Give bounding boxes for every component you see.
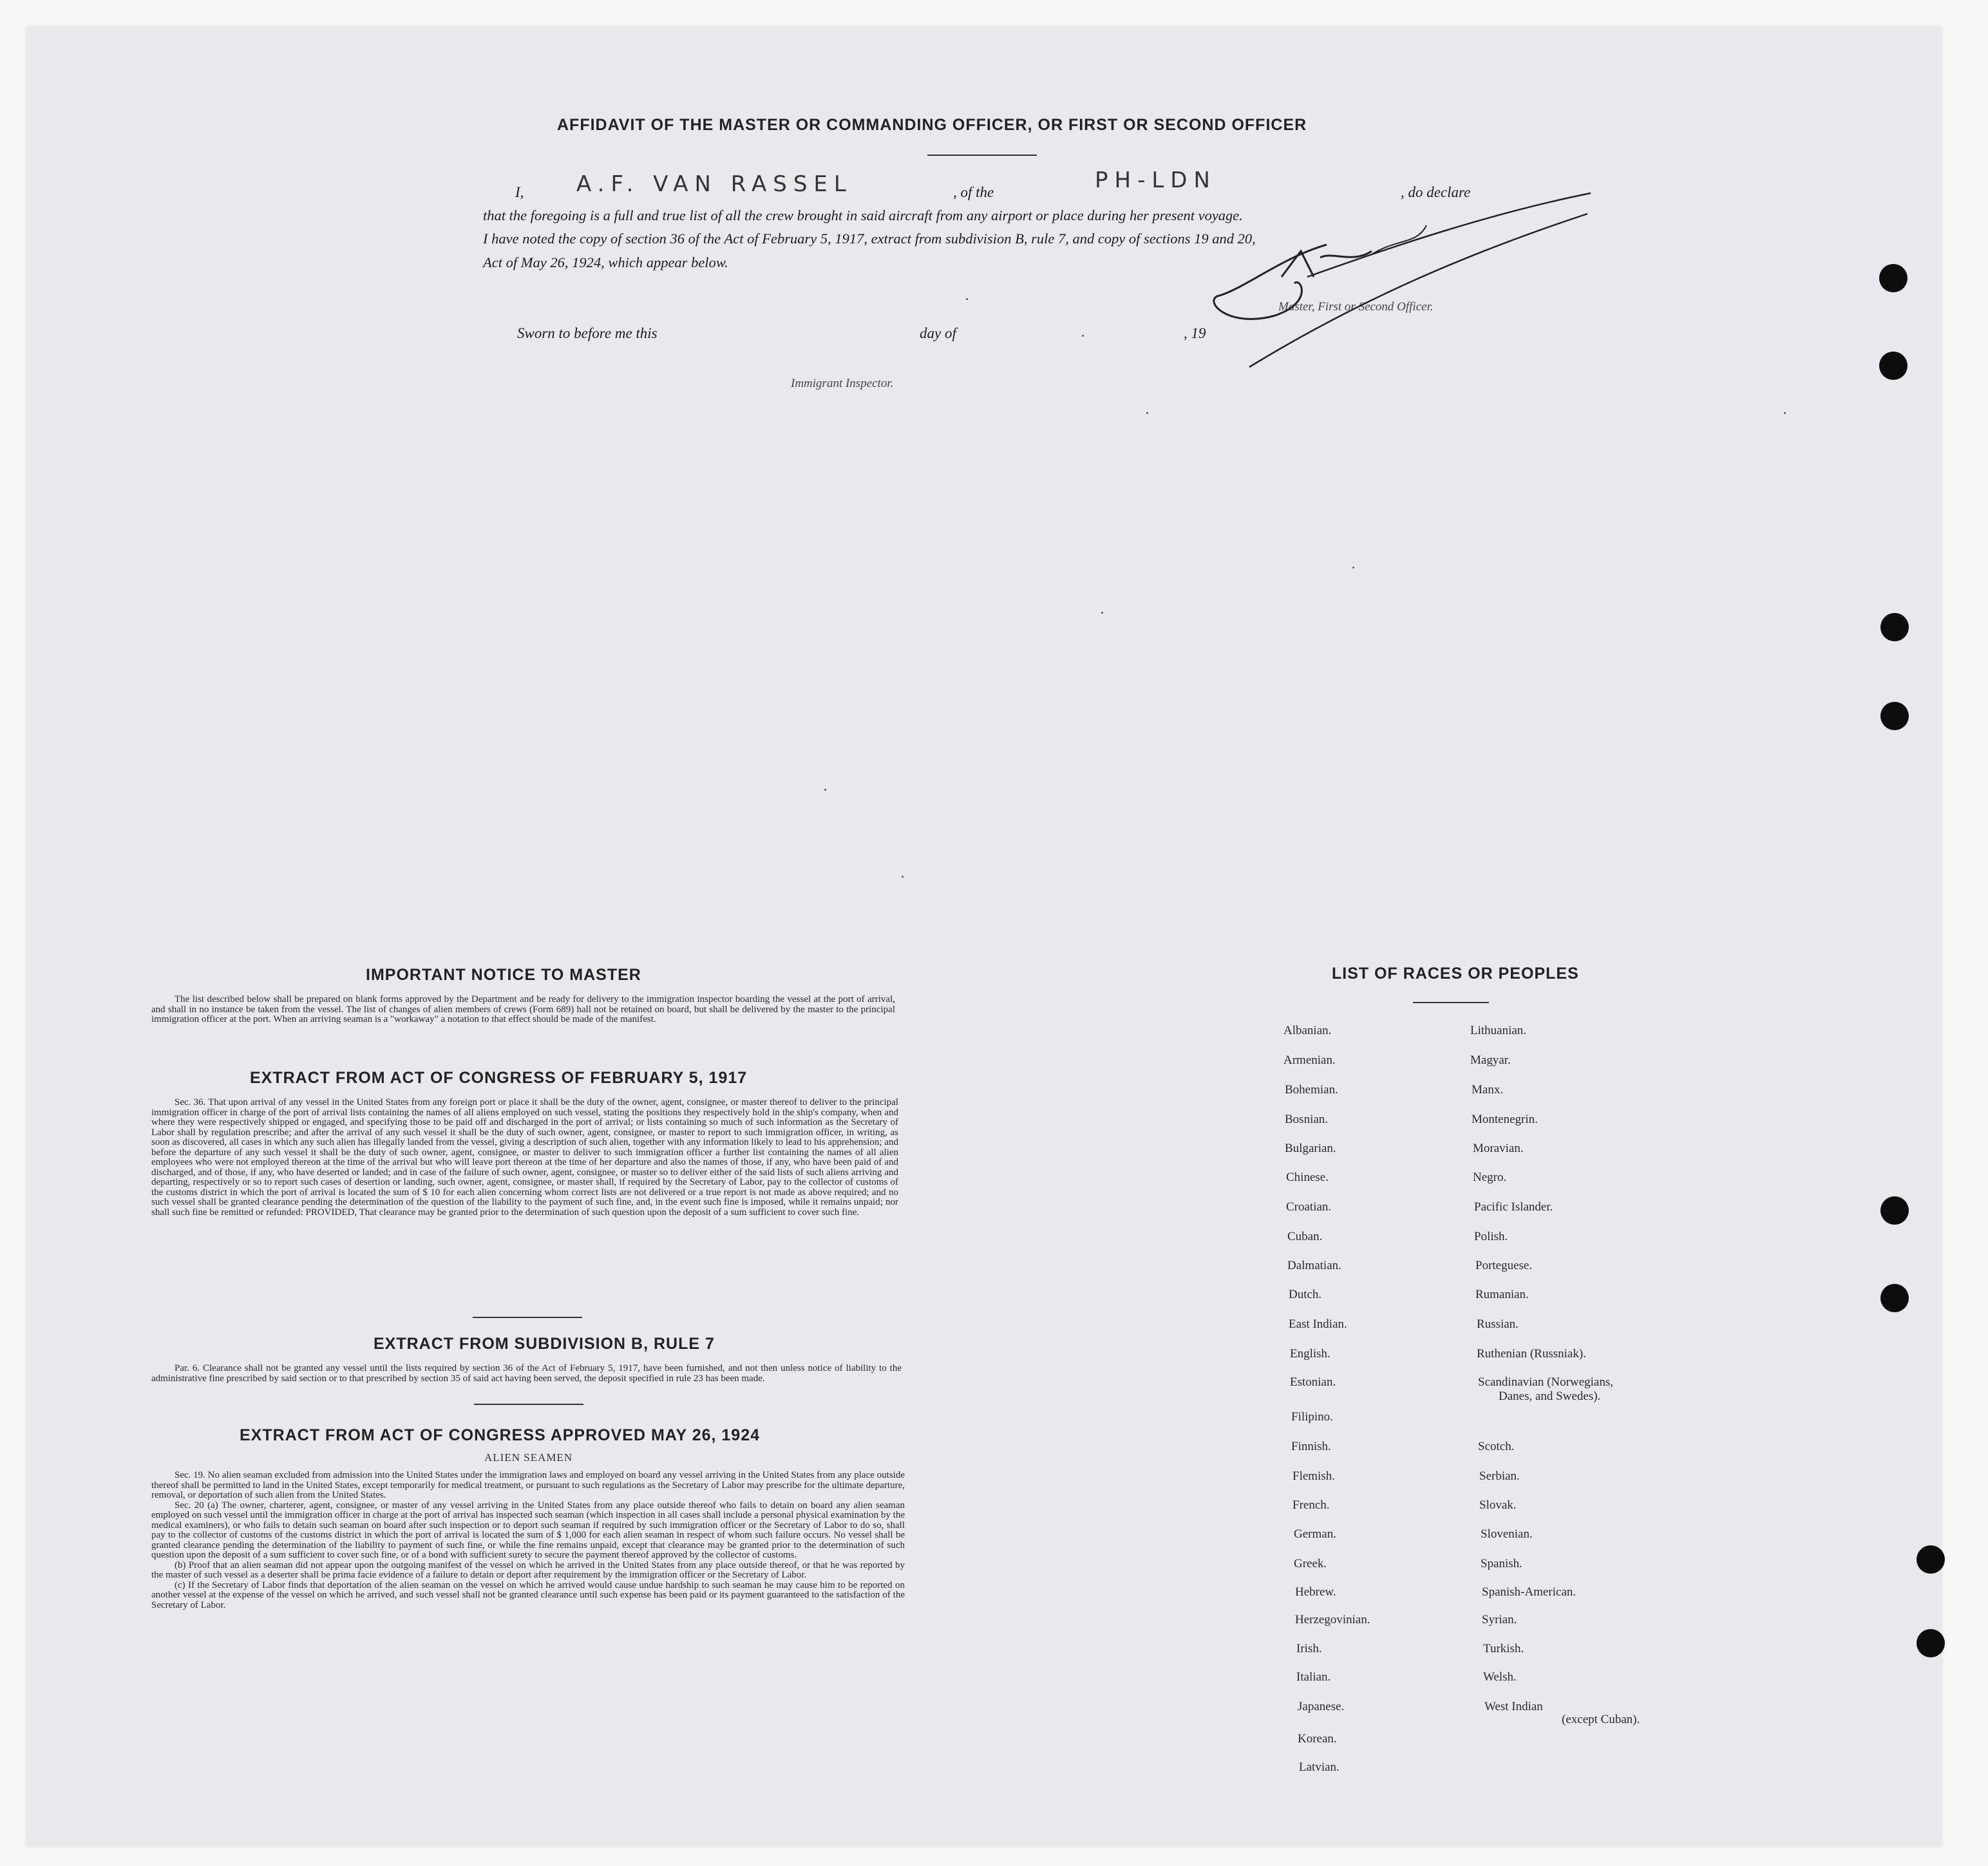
race-item: Rumanian. <box>1475 1288 1529 1301</box>
race-item: Cuban. <box>1287 1230 1323 1243</box>
race-item: Japanese. <box>1298 1700 1345 1713</box>
races-heading: LIST OF RACES OR PEOPLES <box>1332 965 1579 983</box>
race-item: German. <box>1294 1527 1336 1541</box>
speck <box>1082 335 1084 337</box>
sworn-label: Sworn to before me this <box>517 325 658 341</box>
punch-hole <box>1879 352 1908 380</box>
race-item: Magyar. <box>1470 1053 1511 1067</box>
race-item: Ruthenian (Russniak). <box>1477 1347 1586 1361</box>
signature-caption: Master, First or Second Officer. <box>1278 300 1434 314</box>
race-item: Chinese. <box>1286 1171 1329 1184</box>
signature-image <box>1204 187 1604 373</box>
divider <box>474 1404 583 1405</box>
race-item: Flemish. <box>1292 1469 1335 1483</box>
race-item: Pacific Islander. <box>1474 1200 1553 1214</box>
speck <box>1352 567 1354 569</box>
race-item: Montenegrin. <box>1472 1113 1538 1126</box>
race-item: Spanish. <box>1481 1557 1522 1570</box>
extract-1924-text <box>151 1471 905 1610</box>
rule-7-text <box>151 1364 902 1384</box>
handwritten-aircraft: PH-LDN <box>1095 167 1216 193</box>
notice-text <box>151 995 895 1025</box>
race-item: Welsh. <box>1483 1670 1517 1684</box>
race-item: Moravian. <box>1473 1142 1524 1155</box>
rule-7-heading: EXTRACT FROM SUBDIVISION B, RULE 7 <box>374 1335 715 1353</box>
extract-1924-heading: EXTRACT FROM ACT OF CONGRESS APPROVED MAY 26, 1924 <box>240 1426 761 1444</box>
race-item: Negro. <box>1473 1171 1507 1184</box>
section-19-paragraph: Sec. 19. No alien seaman excluded from admission into the United States under the immigration laws and employed on board any vessel arriving in the United States from any place outside thereof shall be permitted to land in the United States, except temporarily for medical treatment, or pursuant to such regulations as the Secretary of Labor may prescribe for the ultimate departure, removal, or deportation of such alien from the United States. <box>151 1470 905 1500</box>
race-item: Scandinavian (Norwegians, <box>1478 1375 1613 1389</box>
speck <box>1784 412 1786 414</box>
punch-hole <box>1880 1196 1909 1225</box>
extract-1917-text <box>151 1098 898 1218</box>
race-item: Bohemian. <box>1285 1083 1338 1097</box>
notice-heading: IMPORTANT NOTICE TO MASTER <box>366 966 641 984</box>
race-item: English. <box>1290 1347 1330 1361</box>
race-item: Serbian. <box>1479 1469 1520 1483</box>
race-item: Bosnian. <box>1285 1113 1329 1126</box>
race-item: Irish. <box>1296 1642 1322 1655</box>
race-item: Polish. <box>1474 1230 1508 1243</box>
race-item: Albanian. <box>1283 1024 1332 1037</box>
race-item: Finnish. <box>1291 1440 1331 1453</box>
inspector-caption: Immigrant Inspector. <box>791 377 894 390</box>
punch-hole <box>1917 1545 1945 1574</box>
section-20a-paragraph: Sec. 20 (a) The owner, charterer, agent, consignee, or master of any vessel arriving in the United States from any place outside thereof who fails to detain on board any alien seaman employed on such vessel until the immigration officer in charge at the port of arrival has inspected such seaman (which inspection in all cases shall include a personal physical examination by the medical examiners), or who fails to detain such seaman on board after such inspection or to deport such seaman if required by such immigration officer or the Secretary of Labor to do so, shall pay to the collector of customs of the customs district in which the port of arrival is located the sum of $ 1,000 for each alien seaman in respect of whom such failure occurs. No vessel shall be granted clearance pending the determination of the liability to payment of such fine, or while the fine remains unpaid, except that clearance may be granted prior to the determination of such question upon the deposit of a sum sufficient to cover such fine, or of a bond with sufficient surety to secure the payment thereof approved by the collector of customs. <box>151 1500 905 1560</box>
paragraph-6: Par. 6. Clearance shall not be granted any vessel until the lists required by section 36 of the Act of February 5, 1917, have been furnished, and not then unless notice of liability to the administrative fine prescribed by said section or to that prescribed by section 35 of said act having been served, the deposit specified in rule 23 has been made. <box>151 1363 902 1384</box>
affidavit-line-2: that the foregoing is a full and true list of all the crew brought in said aircraft from any airport or place during her present voyage. <box>483 207 1243 223</box>
of-the-label: , of the <box>953 184 994 200</box>
race-item: Russian. <box>1477 1317 1519 1331</box>
race-item: Hebrew. <box>1295 1585 1336 1599</box>
race-item: East Indian. <box>1289 1317 1347 1331</box>
race-item: Spanish-American. <box>1482 1585 1576 1599</box>
affidavit-line-3: I have noted the copy of section 36 of the Act of February 5, 1917, extract from subdivision B, rule 7, and copy of sections 19 and 20, <box>483 231 1256 247</box>
section-20b-paragraph: (b) Proof that an alien seaman did not appear upon the outgoing manifest of the vessel on which he arrived in the United States from any place outside thereof, or that he was reported by the master of such vessel as a deserter shall be prima facie evidence of a failure to detain or deport after requirement by the immigration officer or the Secretary of Labor. <box>151 1560 905 1580</box>
race-item: Latvian. <box>1299 1760 1340 1774</box>
race-item: Greek. <box>1294 1557 1327 1570</box>
affidavit-title: AFFIDAVIT OF THE MASTER OR COMMANDING OFFICER, OR FIRST OR SECOND OFFICER <box>557 116 1307 134</box>
declare-label: , do declare <box>1401 184 1471 200</box>
race-item: Herzegovinian. <box>1295 1613 1370 1626</box>
affidavit-line-4: Act of May 26, 1924, which appear below. <box>483 254 728 270</box>
race-item: Italian. <box>1296 1670 1331 1684</box>
day-of-label: day of <box>920 325 956 341</box>
race-item: (except Cuban). <box>1562 1713 1640 1726</box>
extract-1917-heading: EXTRACT FROM ACT OF CONGRESS OF FEBRUARY 5, 1917 <box>250 1069 748 1087</box>
divider <box>1413 1002 1489 1003</box>
race-item: Dutch. <box>1289 1288 1322 1301</box>
race-item: Slovak. <box>1479 1498 1517 1512</box>
race-item: Bulgarian. <box>1285 1142 1336 1155</box>
section-36-paragraph: Sec. 36. That upon arrival of any vessel in the United States from any foreign port or place it shall be the duty of the owner, agent, consignee, or master thereof to deliver to the principal immigration officer in charge of the port of arrival lists containing the names of all aliens employed on such vessel, stating the positions they respectively hold in the ship's company, when and where they were respectively shipped or engaged, and specifying those to be paid off and discharged in the port of arrival; or lists containing so much of such information as the Secretary of Labor shall by regulation prescribe; and after the arrival of any such vessel it shall be the duty of such owner, agent, consignee, or master to report to such immigration officer, in writing, as soon as discovered, all cases in which any such alien has illegally landed from the vessel, giving a description of such alien, together with any information likely to lead to his apprehension; and before the departure of any such vessel it shall be the duty of such owner, agent, consignee, or master to deliver to such immigration officer a further list containing the names of all alien employees who were not employed thereon at the time of the arrival but who will leave port thereon at the time of her departure and also the names of those, if any, who have been paid of and discharged, and of those, if any, who have deserted or landed; and in case of the failure of such owner, agent, consignee, or master so to deliver either of the said lists of such aliens arriving and departing, respectively or so to report such cases of desertion or landing, such owner, agent, consignee, or master shall, if required by the Secretary of Labor, pay to the collector of customs of the customs district in which the port of arrival is located the sum of $ 10 for each alien concerning whom correct lists are not delivered or a true report is not made as above required; and no such vessel shall be granted clearance pending the determination of the question of the liability to the payment of such fine, and, in the event such fine is imposed, while it remains unpaid; nor shall such fine be remitted or refunded: PROVIDED, That clearance may be granted prior to the determination of such question upon the deposit of a sum sufficient to cover such fine. <box>151 1097 898 1218</box>
race-item: West Indian <box>1484 1700 1543 1713</box>
divider <box>473 1317 582 1318</box>
race-item: Armenian. <box>1283 1053 1336 1067</box>
speck <box>1146 412 1148 414</box>
handwritten-name: A.F. VAN RASSEL <box>576 171 853 197</box>
race-item: Syrian. <box>1482 1613 1517 1626</box>
race-item: French. <box>1292 1498 1330 1512</box>
race-item: Estonian. <box>1290 1375 1336 1389</box>
alien-seamen-subheading: ALIEN SEAMEN <box>484 1451 573 1464</box>
speck <box>902 876 904 878</box>
race-item: Lithuanian. <box>1470 1024 1527 1037</box>
punch-hole <box>1880 613 1909 641</box>
speck <box>1101 612 1103 614</box>
punch-hole <box>1880 1284 1909 1312</box>
punch-hole <box>1917 1629 1945 1657</box>
speck <box>824 789 826 791</box>
punch-hole <box>1879 264 1908 292</box>
race-item: Scotch. <box>1478 1440 1515 1453</box>
race-item: Filipino. <box>1291 1410 1333 1424</box>
race-item: Danes, and Swedes). <box>1499 1390 1601 1403</box>
race-item: Slovenian. <box>1481 1527 1533 1541</box>
speck <box>966 298 968 300</box>
notice-paragraph: The list described below shall be prepared on blank forms approved by the Department and be ready for delivery to the immigration inspector boarding the vessel at the port of arrival, and shall in no instance be taken from the vessel. The list of changes of alien members of crews (Form 689) hall not be retained on board, but shall be delivered by the master to the principal immigration officer at the port. When an arriving seaman is a "workaway" a notation to that effect should be made of the manifest. <box>151 994 895 1024</box>
race-item: Korean. <box>1298 1732 1337 1746</box>
year-label: , 19 <box>1184 325 1206 341</box>
race-item: Porteguese. <box>1475 1259 1533 1272</box>
declarant-label: I, <box>515 184 524 200</box>
race-item: Manx. <box>1472 1083 1504 1097</box>
section-20c-paragraph: (c) If the Secretary of Labor finds that deportation of the alien seaman on the vessel on which he arrived would cause undue hardship to such seaman he may cause him to be reported on another vessel at the expense of the vessel on which he arrived, and such vessel shall not be granted clearance until such expense has been paid or its payment guaranteed to the satisfaction of the Secretary of Labor. <box>151 1579 905 1610</box>
race-item: Croatian. <box>1286 1200 1332 1214</box>
divider <box>927 155 1037 156</box>
race-item: Dalmatian. <box>1287 1259 1341 1272</box>
race-item: Turkish. <box>1483 1642 1524 1655</box>
punch-hole <box>1880 702 1909 730</box>
